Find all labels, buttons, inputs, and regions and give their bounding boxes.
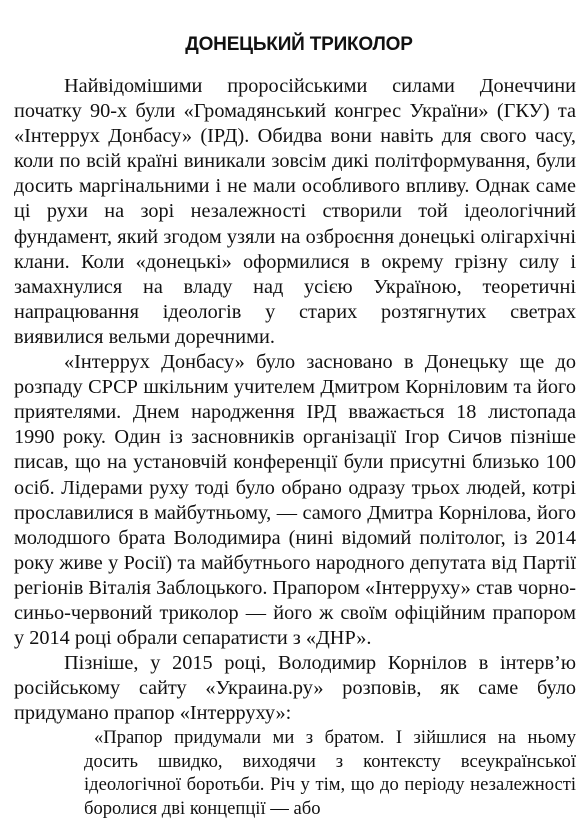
paragraph-interrukh-history: «Інтеррух Донбасу» було засновано в Донецьку ще до розпаду СРСР шкільним учителем Дмитром Корніловим та його приятелями. Днем народження ІРД вважається 18 листопада 1990 року. Один із засновників організації Ігор Сичов пізніше писав, що на установчій конференції були присутні близько 100 осіб. Лідерами руху тоді було обрано одразу трьох людей, котрі прославилися в майбутньому, — самого Дмитра Корнілова, його молодшого брата Володимира (нині відомий політолог, із 2014 року живе у Росії) та майбутнього народного депутата від Партії регіонів Віталія Заблоцького. Прапором «Інтерруху» став чорно-синьо-червоний триколор — його ж своїм офіційним прапором у 2014 році обрали сепаратисти з «ДНР». [14, 351, 576, 650]
section-title: ДОНЕЦЬКИЙ ТРИКОЛОР [185, 34, 413, 55]
paragraph-interview-intro: Пізніше, у 2015 році, Володимир Корнілов в інтерв’ю російському сайту «Украина.ру» розповів, як саме було придумано прапор «Інтерруху»: [14, 652, 576, 725]
paragraph-intro: Найвідомішими проросійськими силами Донеччини початку 90-х були «Громадянський конгрес України» (ГКУ) та «Інтеррух Донбасу» (ІРД). Обидва вони навіть для свого часу, коли по всій країні виникали зовсім дикі політформування, були досить маргінальними і не мали особливого впливу. Однак саме ці рухи на зорі незалежності створили той ідеологічний фундамент, який згодом узяли на озброєння донецькі олігархічні клани. Коли «донецькі» оформилися в окрему грізну силу і замахнулися на владу над усією Україною, теоретичні напрацювання ідеологів у старих розтягнутих светрах виявилися вельми доречними. [14, 75, 576, 348]
block-quote: «Прапор придумали ми з братом. І зійшлися на ньому досить швидко, виходячи з контексту всеукраїнської ідеологічної боротьби. Річ у тім, що до періоду незалежності боролися дві концепції — або [84, 727, 576, 819]
